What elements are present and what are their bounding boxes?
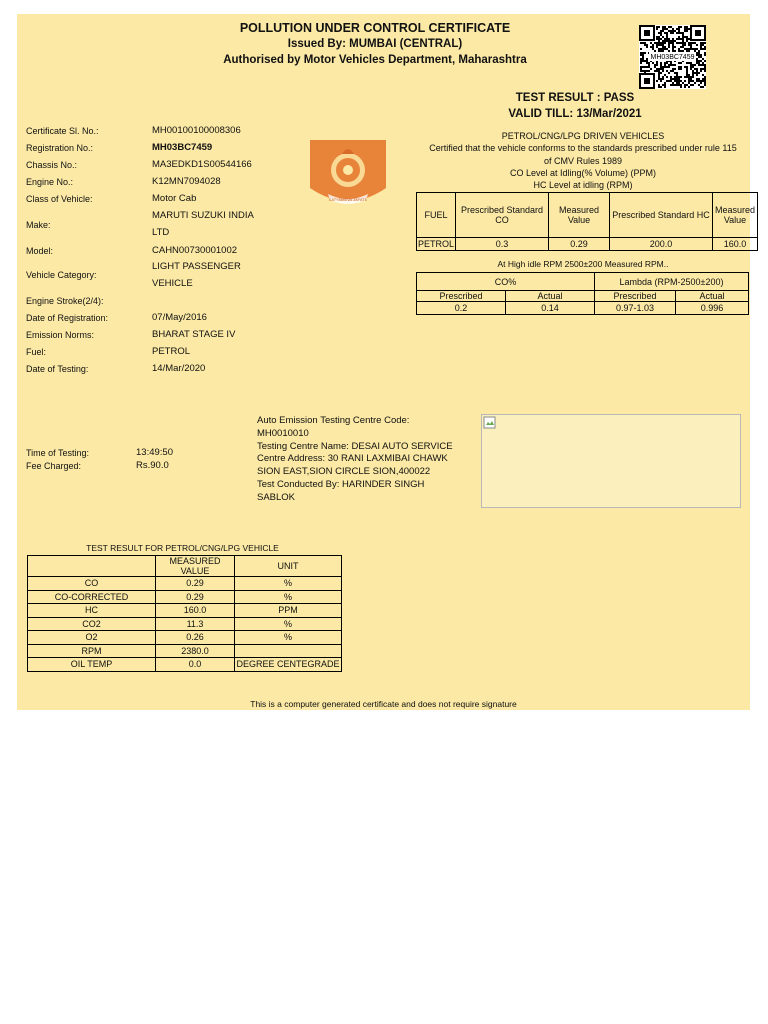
chassis-value: MA3EDKD1S00544166 [152,159,252,170]
rules-line1: PETROL/CNG/LPG DRIVEN VEHICLES [501,131,665,141]
table-row [28,658,342,672]
high-idle-table [416,272,749,315]
stroke-label: Engine Stroke(2/4): [26,296,104,306]
table-row [28,577,342,591]
results-unit: PPM [235,604,342,618]
high-idle-lambda-prescribed: 0.97-1.03 [595,302,676,315]
std-fuel-header: FUEL [417,193,456,238]
std-hc-measured: 160.0 [713,238,758,251]
results-value: 0.0 [156,658,235,672]
qr-code-icon [639,25,706,89]
high-idle-co-prescribed: 0.2 [417,302,506,315]
results-unit: % [235,577,342,591]
results-param: CO-CORRECTED [28,590,156,604]
std-co-measured-header: Measured Value [549,193,610,238]
centre-address-line2: SION EAST,SION CIRCLE SION,400022 [257,466,431,478]
test-date-value: 14/Mar/2020 [152,363,206,374]
table-row [28,604,342,618]
results-value: 0.26 [156,631,235,645]
engine-label: Engine No.: [26,177,74,187]
results-param: RPM [28,644,156,658]
centre-name: Testing Centre Name: DESAI AUTO SERVICE [257,440,453,452]
std-co-header: Prescribed Standard CO [456,193,549,238]
high-idle-lambda-header: Lambda (RPM-2500±200) [595,273,749,291]
vehicle-photo [481,414,741,508]
fee-value: Rs.90.0 [136,460,169,471]
results-table [27,555,342,672]
standards-table [416,192,758,251]
high-idle-co-actual-header: Actual [506,291,595,302]
high-idle-co-actual: 0.14 [506,302,595,315]
chassis-label: Chassis No.: [26,160,78,170]
fuel-label: Fuel: [26,347,47,357]
norms-value: BHARAT STAGE IV [152,329,236,340]
reg-date-value: 07/May/2016 [152,312,207,323]
fuel-value: PETROL [152,346,191,357]
results-param: HC [28,604,156,618]
high-idle-title: At High idle RPM 2500±200 Measured RPM.. [497,259,669,269]
results-unit-header: UNIT [235,556,342,577]
category-value-line2: VEHICLE [152,278,193,289]
norms-label: Emission Norms: [26,330,95,340]
footer-note: This is a computer generated certificate and does not require signature [250,699,517,709]
table-row [28,617,342,631]
table-row [28,590,342,604]
make-value-line1: MARUTI SUZUKI INDIA [152,210,254,221]
centre-address-line1: Centre Address: 30 RANI LAXMIBAI CHAWK [257,453,448,465]
engine-value: K12MN7094028 [152,176,221,187]
rules-line3: of CMV Rules 1989 [543,155,623,166]
reg-no-value: MH03BC7459 [152,142,213,153]
issued-by: Issued By: MUMBAI (CENTRAL) [287,38,463,50]
broken-image-icon [483,416,497,430]
model-label: Model: [26,246,54,256]
results-param: O2 [28,631,156,645]
std-co-measured: 0.29 [549,238,610,251]
conducted-by-line1: Test Conducted By: HARINDER SINGH [257,478,425,490]
cert-no-label: Certificate Sl. No.: [26,126,99,136]
test-date-label: Date of Testing: [26,364,89,374]
results-param: CO2 [28,617,156,631]
valid-till: VALID TILL: 13/Mar/2021 [508,108,642,120]
table-row [28,644,342,658]
certificate-title: POLLUTION UNDER CONTROL CERTIFICATE [239,21,511,35]
authorised-by: Authorised by Motor Vehicles Department, Maharashtra [223,54,527,66]
centre-code-label: Auto Emission Testing Centre Code: [257,415,410,426]
time-label: Time of Testing: [26,448,90,458]
time-value: 13:49:50 [136,447,173,458]
std-hc-header: Prescribed Standard HC [610,193,713,238]
std-fuel: PETROL [418,239,455,249]
conducted-by-line2: SABLOK [257,491,296,503]
high-idle-co-prescribed-header: Prescribed [417,291,506,302]
high-idle-lambda-prescribed-header: Prescribed [595,291,676,302]
reg-date-label: Date of Registration: [26,313,109,323]
std-co: 0.3 [456,238,549,251]
high-idle-co-header: CO% [417,273,595,291]
rules-line4: CO Level at Idling(% Volume) (PPM) [509,167,657,178]
model-value: CAHN00730001002 [152,245,238,256]
emblem-ring-text: SATYAMEVA JAYATE [328,197,368,202]
make-label: Make: [26,220,51,230]
results-unit [235,644,342,658]
results-table-title: TEST RESULT FOR PETROL/CNG/LPG VEHICLE [86,543,279,553]
results-measured-header: MEASURED VALUE [156,556,235,577]
category-value-line1: LIGHT PASSENGER [152,261,241,272]
results-unit: % [235,617,342,631]
std-hc: 200.0 [610,238,713,251]
results-param: OIL TEMP [28,658,156,672]
results-param: CO [28,577,156,591]
state-emblem-icon [310,140,386,210]
qr-label: MH03BC7459 [650,54,695,61]
results-value: 0.29 [156,577,235,591]
results-value: 0.29 [156,590,235,604]
results-value: 160.0 [156,604,235,618]
fee-label: Fee Charged: [26,461,82,471]
rules-text [413,130,753,191]
category-label: Vehicle Category: [26,270,97,280]
results-param-header [28,556,156,577]
centre-details [257,415,477,505]
results-unit: DEGREE CENTEGRADE [236,659,340,670]
class-value: Motor Cab [152,193,197,204]
class-label: Class of Vehicle: [26,194,93,204]
table-row [28,631,342,645]
results-unit: % [235,631,342,645]
results-unit: % [235,590,342,604]
test-result: TEST RESULT : PASS [515,92,635,104]
centre-code: MH0010010 [257,427,309,439]
rules-line5: HC Level at idling (RPM) [533,180,633,191]
results-value: 2380.0 [156,644,235,658]
results-value: 11.3 [156,617,235,631]
high-idle-lambda-actual-header: Actual [676,291,749,302]
make-value-line2: LTD [152,227,170,238]
cert-no-value: MH00100100008306 [152,125,241,136]
high-idle-lambda-actual: 0.996 [676,302,749,315]
rules-line2: Certified that the vehicle conforms to the standards prescribed under rule 115 [429,143,737,154]
std-hc-measured-header: Measured Value [713,193,758,238]
reg-no-label: Registration No.: [26,143,94,153]
